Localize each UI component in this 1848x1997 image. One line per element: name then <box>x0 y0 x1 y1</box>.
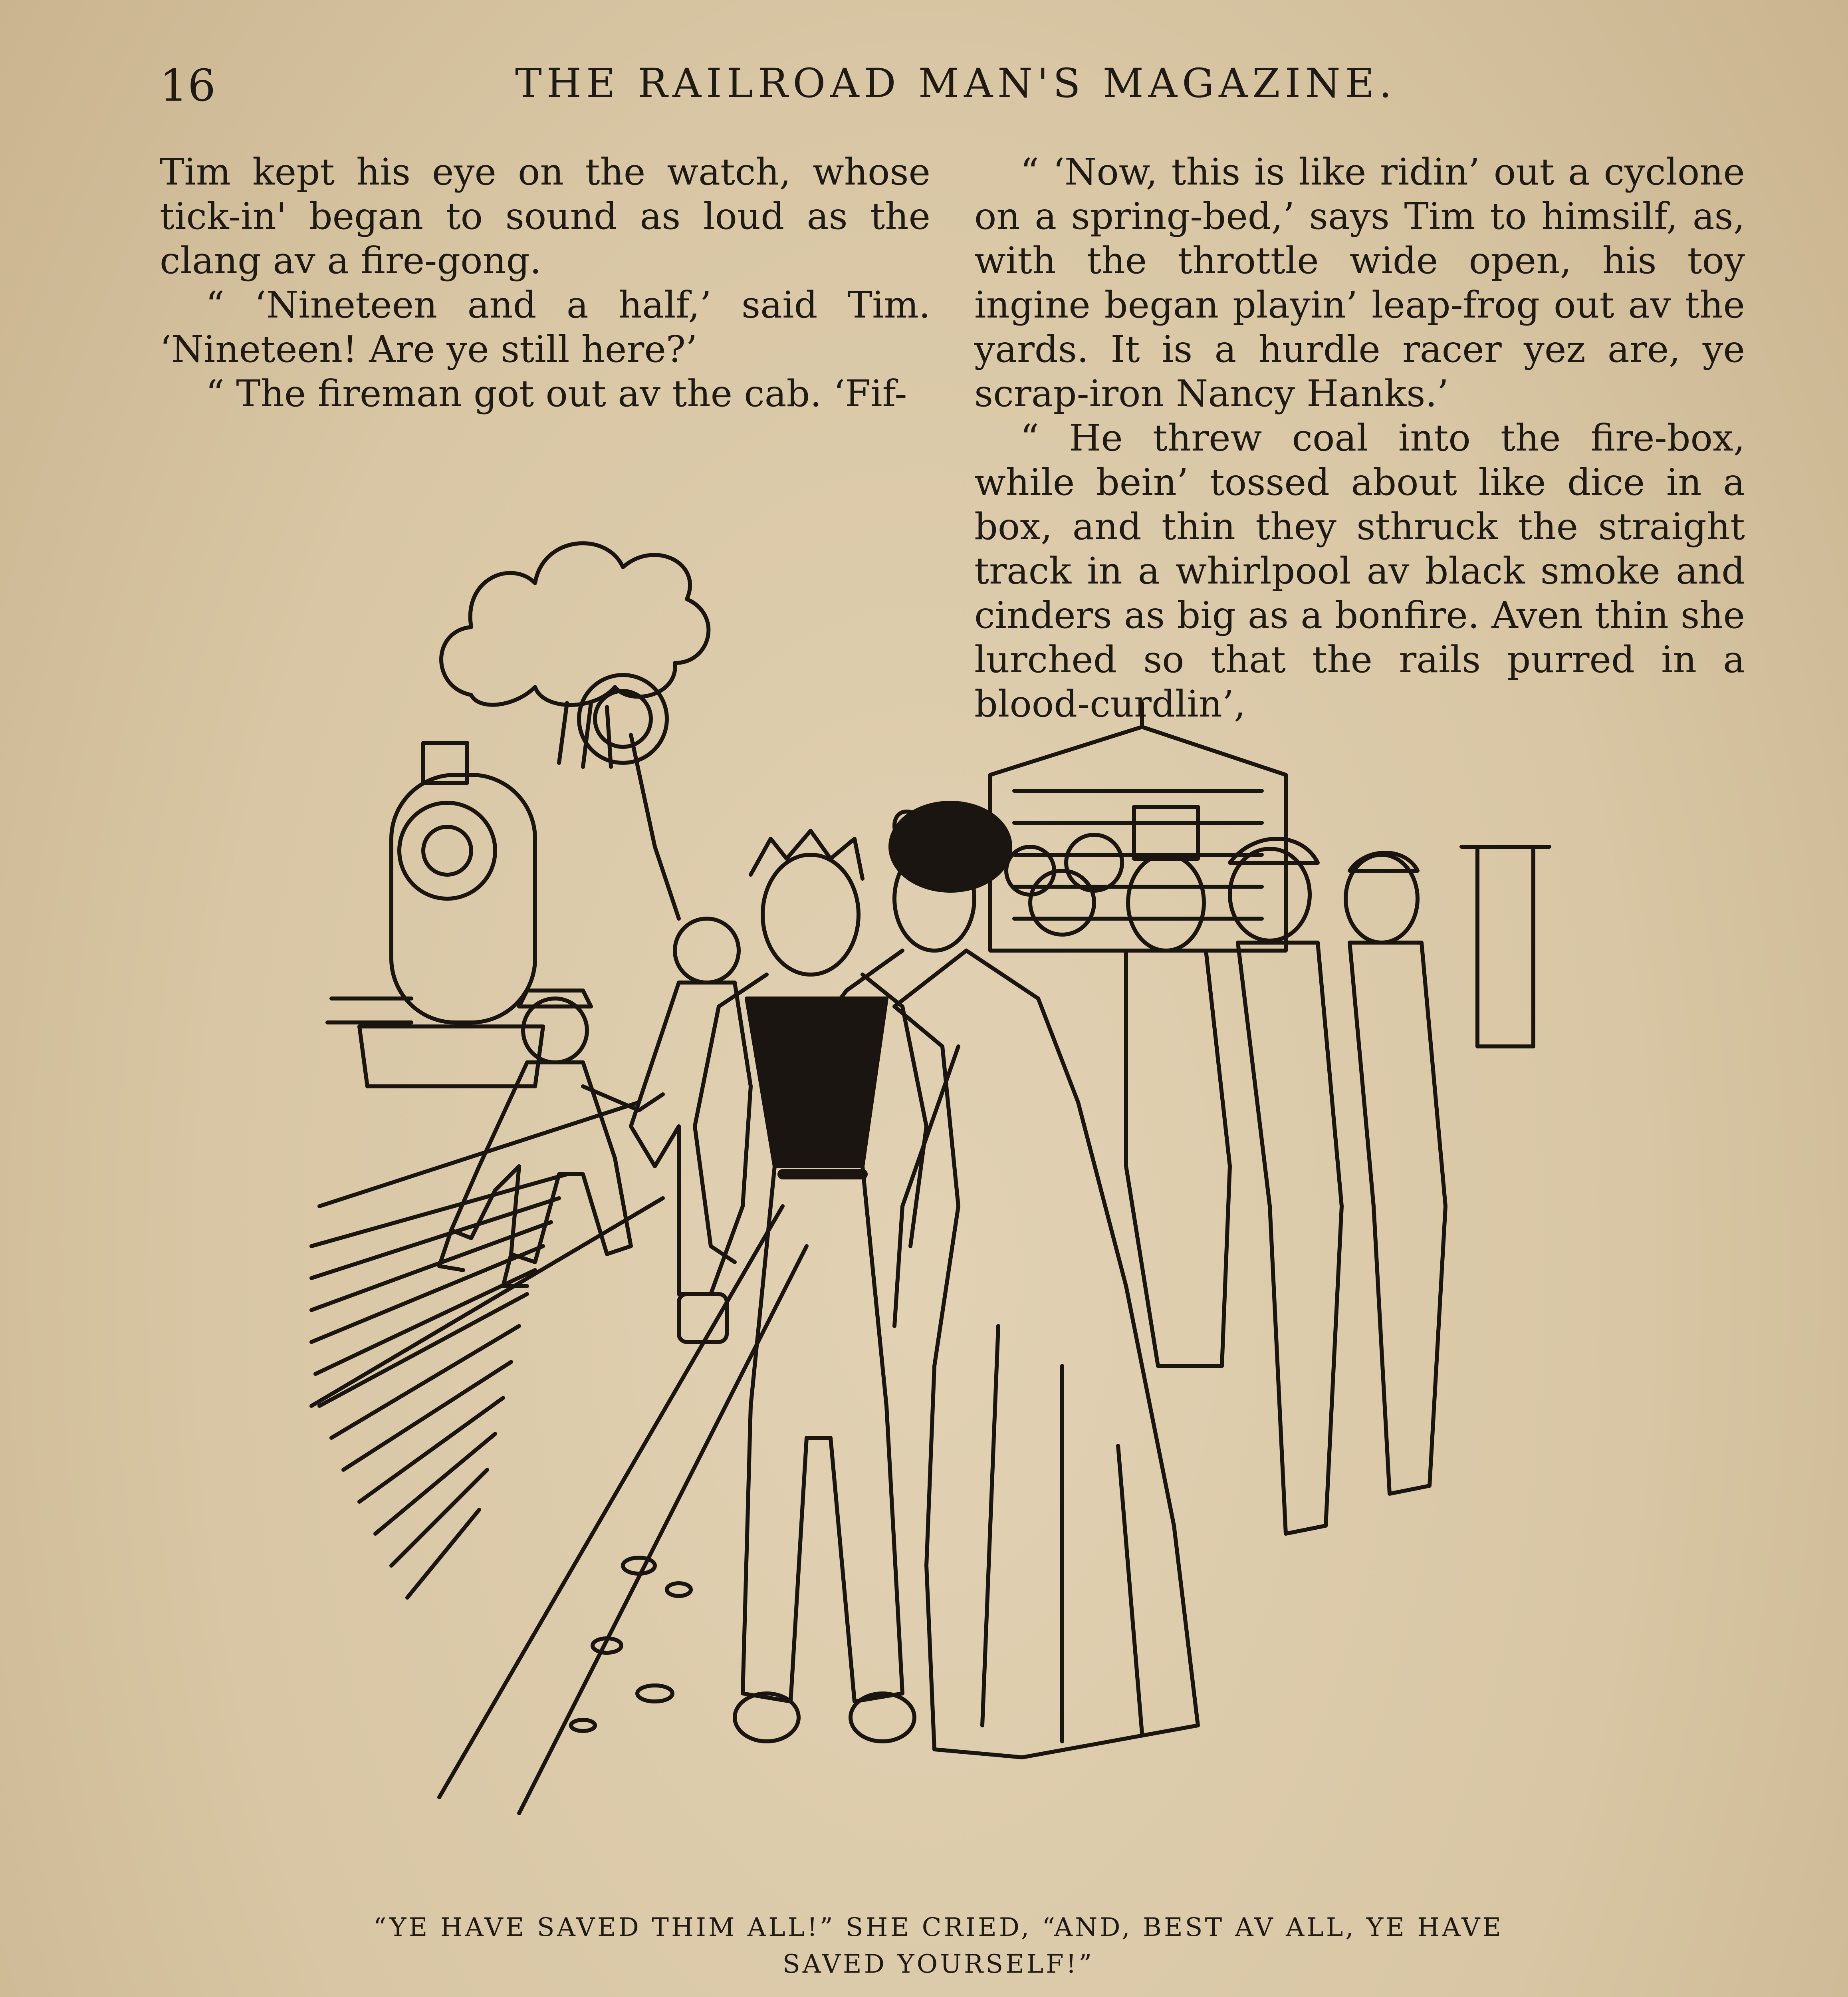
column-top-left <box>160 150 930 416</box>
illustration-caption: “YE HAVE SAVED THIM ALL!” SHE CRIED, “AND, BEST AV ALL, YE HAVE SAVED YOURSELF!” <box>373 1913 1504 1979</box>
figure-woman <box>823 803 1198 1757</box>
paragraph: “ ‘Now, this is like ridin’ out a cyclone on a spring-bed,’ says Tim to himsilf, as, with the throttle wide open, his toy ingine began playin’ leap-frog out av the yards. It is a hurdle racer yez are, ye scrap-iron Nancy Hanks.’ <box>974 151 1745 415</box>
page-number: 16 <box>160 60 216 111</box>
paragraph: “ ‘Nineteen and a half,’ said Tim. ‘Nineteen! Are ye still here?’ <box>160 284 930 371</box>
locomotive <box>327 675 667 1086</box>
crowd <box>1006 807 1445 1534</box>
smoke-cloud <box>441 543 708 705</box>
railroad-tracks <box>311 1102 807 1813</box>
illustration <box>280 447 1597 1861</box>
figure-fireman <box>631 735 751 1342</box>
figure-engineer <box>439 991 663 1286</box>
running-head: THE RAILROAD MAN'S MAGAZINE. <box>515 60 1397 107</box>
paragraph: Tim kept his eye on the watch, whose tick-in' began to sound as loud as the clang av a fire-gong. <box>160 151 930 282</box>
ground-pebbles <box>571 1558 691 1731</box>
figure-tim <box>695 831 926 1741</box>
paragraph: “ He threw coal into the fire-box, while bein’ tossed about like dice in a box, and thin they sthruck the straight track in a whirlpool av black smoke and cinders as big as a bonfire. Aven thin she lurched so that the rails purred in a blood-curdlin’, <box>974 417 1745 725</box>
paragraph: “ The fireman got out av the cab. ‘Fif- <box>206 372 907 415</box>
